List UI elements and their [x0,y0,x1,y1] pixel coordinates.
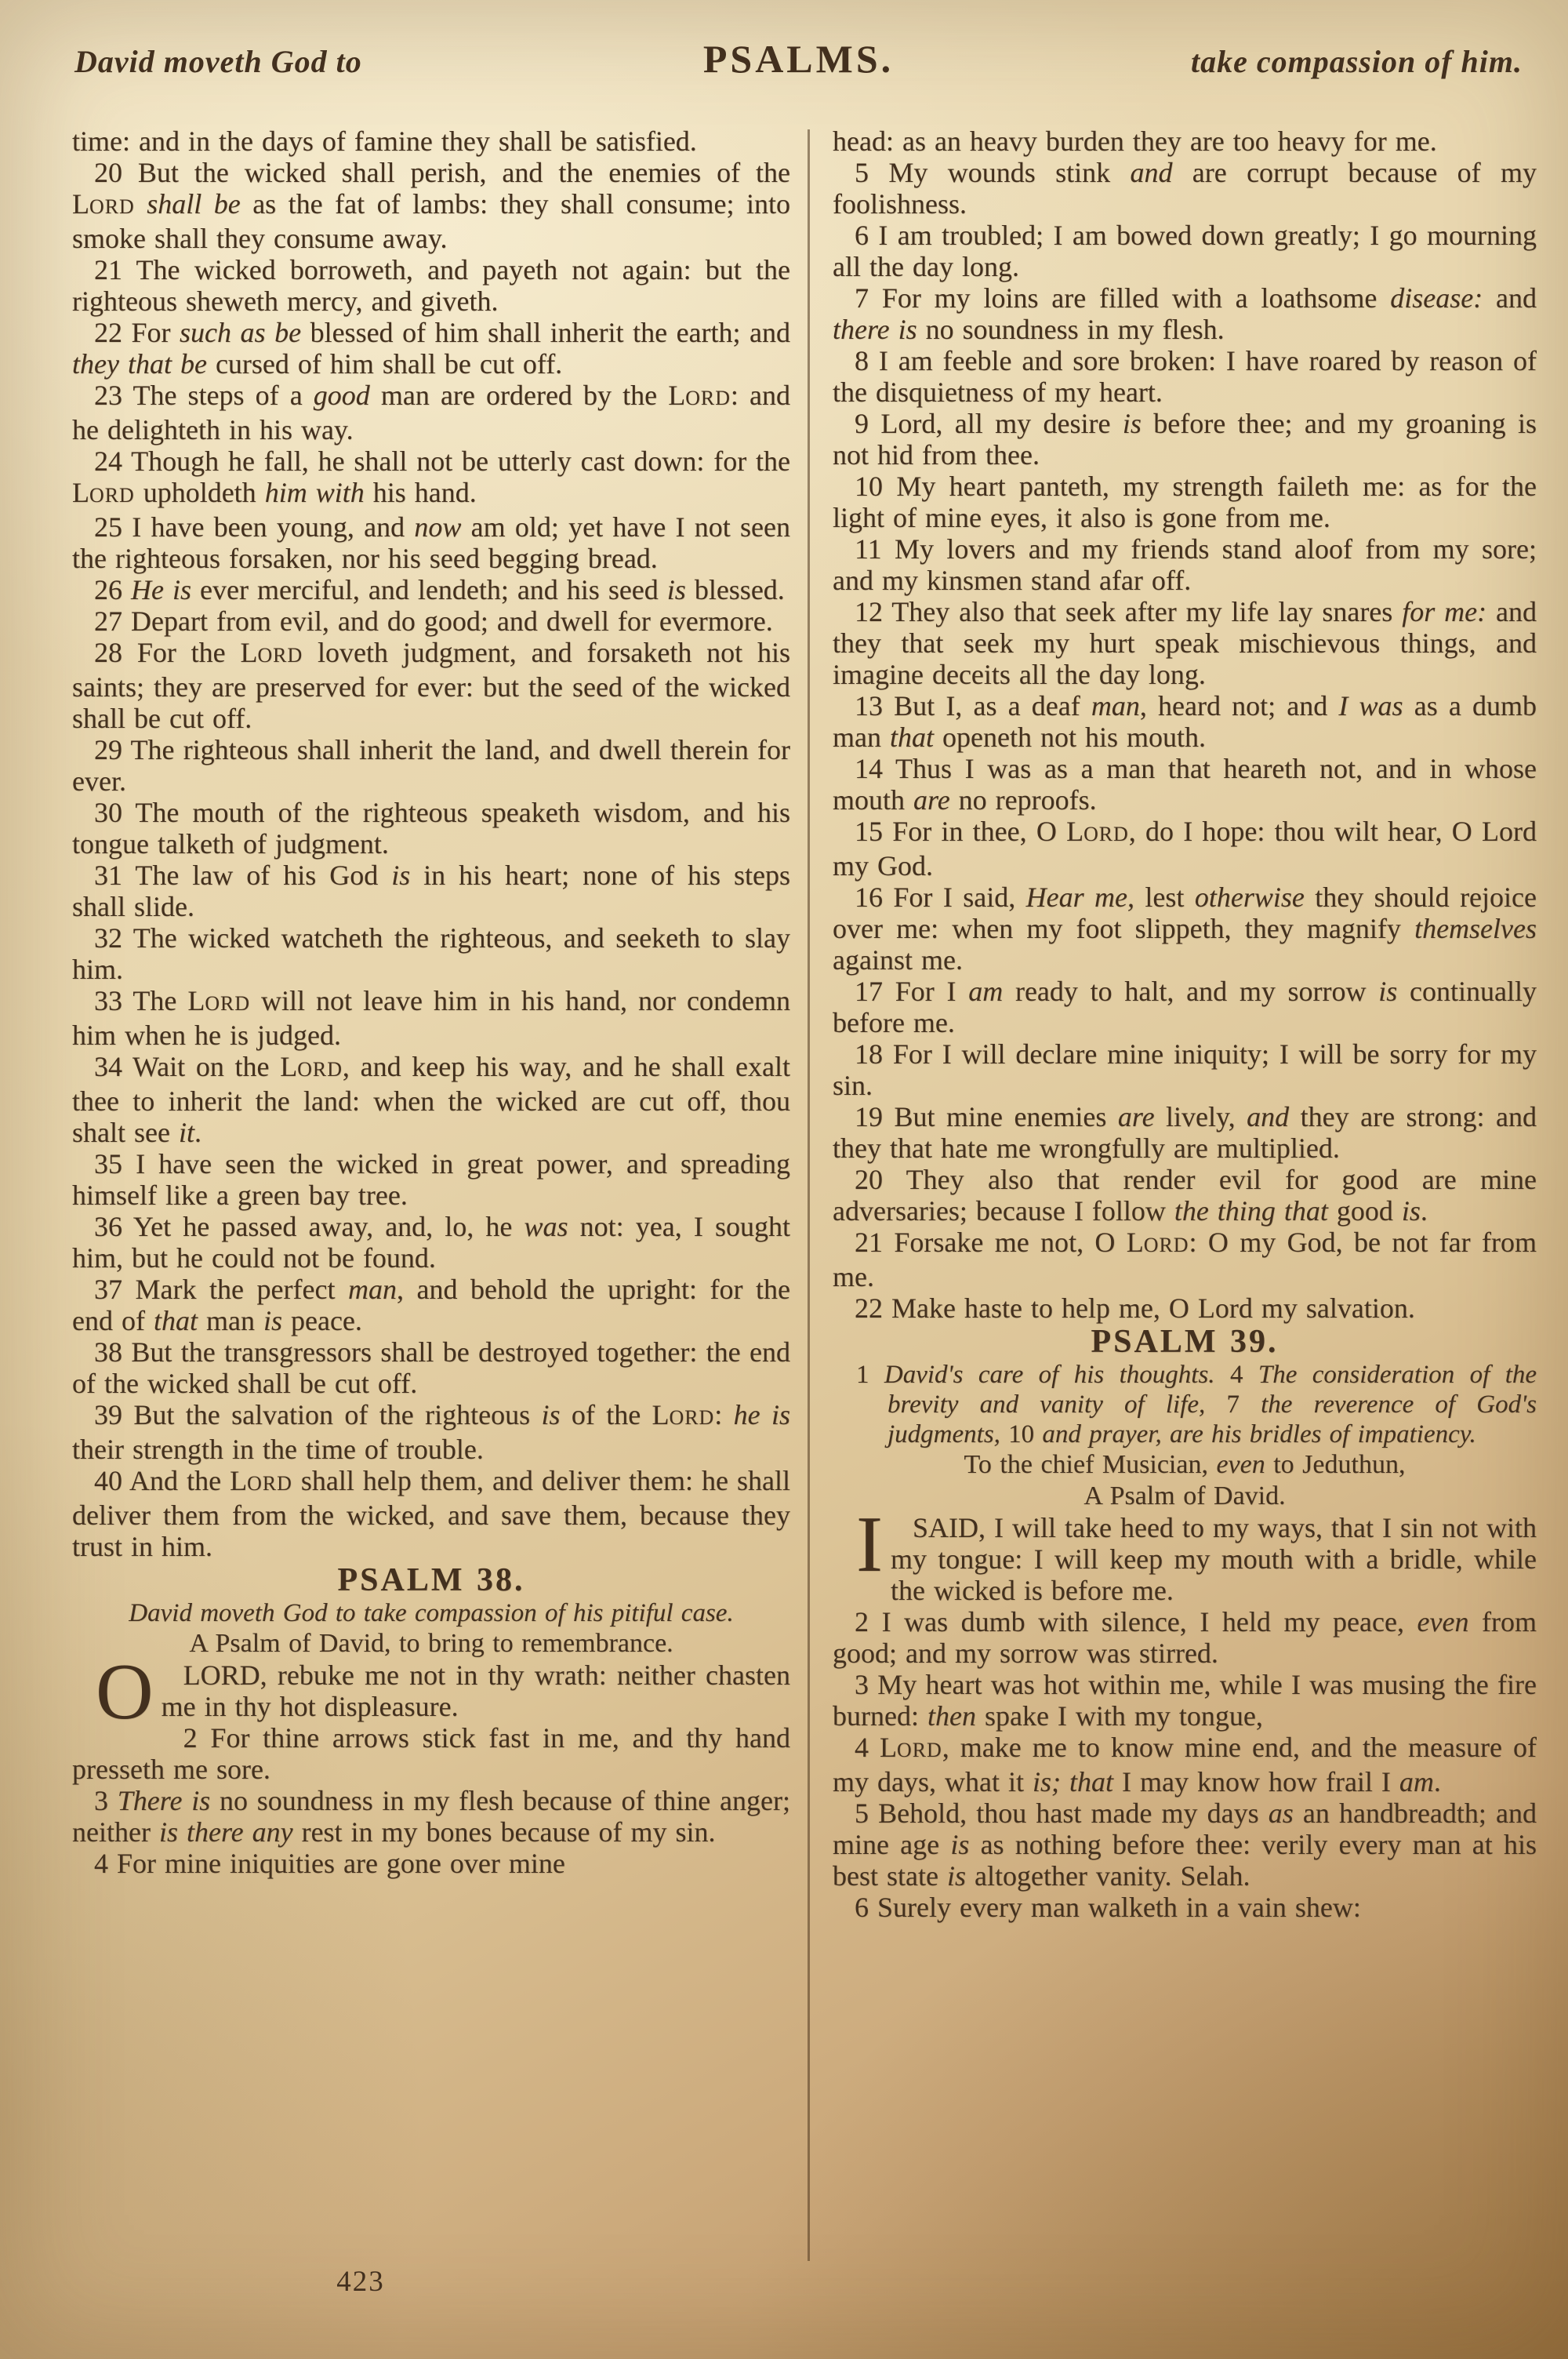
italic-word: am [1399,1766,1434,1797]
small-caps-lord: ORD [257,644,303,667]
verse-30: 30 The mouth of the righteous speaketh wisdom, and his tongue talketh of judgment. [72,797,790,860]
verse-37: 37 Mark the perfect man, and behold the upright: for the end of that man is peace. [72,1274,790,1336]
verse-5: 5 Behold, thou hast made my days as an handbreadth; and mine age is as nothing before thee: verily every man at his best state is altogether vanity. Selah. [833,1797,1537,1892]
running-head-right: take compassion of him. [1190,44,1523,79]
italic-word: and [1247,1101,1290,1132]
verse-5: 5 My wounds stink and are corrupt because of my foolishness. [833,157,1537,220]
italic-word: is [950,1829,970,1860]
italic-word: David's care of his thoughts. [884,1361,1215,1389]
verse-14: 14 Thus I was as a man that heareth not, and in whose mouth are no reproofs. [833,753,1537,816]
verse-29: 29 The righteous shall inherit the land, and dwell therein for ever. [72,734,790,797]
verse-3: 3 My heart was hot within me, while I was musing the fire burned: then spake I with my tongue, [833,1669,1537,1732]
small-caps-lord: ORD [1143,1234,1189,1256]
verse-8: 8 I am feeble and sore broken: I have roared by reason of the disquietness of my heart. [833,345,1537,408]
italic-word: Hear me, [1025,881,1135,913]
verse-20: 20 They also that render evil for good are mine adversaries; because I follow the thing that good is. [833,1164,1537,1227]
psalm-title: PSALM 38. [337,1562,525,1598]
italic-word: for me: [1402,596,1487,627]
italic-word: is [1401,1195,1421,1227]
verse-35: 35 I have seen the wicked in great power, and spreading himself like a green bay tree. [72,1148,790,1211]
italic-word: even [1216,1450,1265,1479]
italic-word: There is [117,1785,211,1816]
verse-17: 17 For I am ready to halt, and my sorrow is continually before me. [833,976,1537,1038]
psalm-title: PSALM 39. [1091,1324,1279,1360]
italic-word: is [541,1399,561,1430]
verse-11: 11 My lovers and my friends stand aloof from my sore; and my kinsmen stand afar off. [833,533,1537,596]
small-caps-lord: ORD [247,1472,292,1495]
verse-20: 20 But the wicked shall perish, and the enemies of the LORD shall be as the fat of lambs: they shall consume; into smoke shall they consume away. [72,157,790,254]
verse-4: 4 LORD, make me to know mine end, and the measure of my days, what it is; that I may know how frail I am. [833,1732,1537,1797]
verse-22: 22 For such as be blessed of him shall inherit the earth; and they that be cursed of him shall be cut off. [72,317,790,380]
verse-26: 26 He is ever merciful, and lendeth; and his seed is blessed. [94,574,785,605]
verse-40: 40 And the LORD shall help them, and deliver them: he shall deliver them from the wicked, and save them, because they trust in him. [72,1465,790,1562]
italic-word: was [524,1211,568,1242]
verse-38: 38 But the transgressors shall be destroyed together: the end of the wicked shall be cut off. [72,1336,790,1399]
verse-39: 39 But the salvation of the righteous is of the LORD: he is their strength in the time of trouble. [72,1399,790,1465]
small-caps-lord: ORD [685,387,731,409]
verse-36: 36 Yet he passed away, and, lo, he was not: yea, I sought him, but he could not be found. [72,1211,790,1274]
verse-21: 21 The wicked borroweth, and payeth not again: but the righteous sheweth mercy, and giveth. [72,254,790,317]
italic-word: that [153,1305,198,1336]
verse-1: O LORD, rebuke me not in thy wrath: neither chasten me in thy hot displeasure. [72,1659,790,1722]
verse-31: 31 The law of his God is in his heart; none of his steps shall slide. [72,860,790,922]
verse-18: 18 For I will declare mine iniquity; I will be sorry for my sin. [833,1038,1537,1101]
drop-cap: O [96,1648,154,1736]
italic-word: is [1378,976,1398,1007]
italic-word: I was [1338,690,1403,722]
italic-word: such as be [180,317,302,348]
verse-21: 21 Forsake me not, O LORD: O my God, be not far from me. [833,1227,1537,1292]
psalm-inscription: To the chief Musician, even to Jeduthun, [964,1450,1406,1479]
small-caps-lord: ORD [669,1406,715,1429]
running-head-left: David moveth God to [74,44,362,79]
psalm-summary [72,1598,790,1628]
italic-word: man [1091,690,1140,722]
italic-word: and prayer, are his bridles of impatiency. [1042,1420,1476,1448]
italic-word: even [1417,1606,1469,1637]
psalm-inscription: A Psalm of David, to bring to remembrance. [189,1629,673,1658]
column-divider-rule [808,129,810,2261]
drop-cap: I [856,1500,883,1589]
italic-word: that [1069,1766,1113,1797]
italic-word: am [968,976,1004,1007]
italic-word: disease: [1390,282,1483,314]
small-caps-lord: ORD [205,992,251,1015]
italic-word: then [927,1700,976,1732]
italic-word: that [889,722,934,753]
verse-13: 13 But I, as a deaf man, heard not; and I was as a dumb man that openeth not his mouth. [833,690,1537,753]
italic-word: good [313,380,370,411]
verse-12: 12 They also that seek after my life lay snares for me: and they that seek my hurt speak mischievous things, and imagine deceits all the day long. [833,596,1537,690]
italic-word: themselves [1414,913,1537,944]
verse-27: 27 Depart from evil, and do good; and dwell for evermore. [94,605,773,637]
verse-continuation: head: as an heavy burden they are too heavy for me. [833,125,1437,157]
italic-word: it [178,1117,194,1148]
italic-word: as [1268,1797,1294,1829]
right-column [833,125,1537,2278]
italic-word: is [666,574,686,605]
small-caps-lord: ORD [1083,823,1129,845]
italic-word: shall be [147,188,241,220]
italic-word: now [414,511,462,543]
italic-word: the thing that [1174,1195,1328,1227]
italic-word: are [1117,1101,1155,1132]
small-caps-lord: ORD [89,195,135,218]
italic-word: is [1122,408,1142,439]
italic-word: him with [264,477,365,508]
small-caps-lord: ORD [297,1058,343,1081]
verse-15: 15 For in thee, O LORD, do I hope: thou wilt hear, O Lord my God. [833,816,1537,881]
italic-word: there is [833,314,917,345]
italic-word: is [391,860,411,891]
left-column [72,125,790,2278]
italic-word: he is [733,1399,790,1430]
verse-34: 34 Wait on the LORD, and keep his way, and he shall exalt thee to inherit the land: when the wicked are cut off, thou shalt see it. [72,1051,790,1148]
verse-9: 9 Lord, all my desire is before thee; and my groaning is not hid from thee. [833,408,1537,471]
verse-4: 4 For mine iniquities are gone over mine [94,1848,565,1879]
italic-word: is there any [158,1816,293,1848]
psalm-summary: 1 David's care of his thoughts. 4 The consideration of the brevity and vanity of life, 7 the reverence of God's judgments, 10 and prayer, are his bridles of impatiency. [856,1361,1537,1448]
small-caps-lord: ORD [897,1739,942,1761]
verse-33: 33 The LORD will not leave him in his hand, nor condemn him when he is judged. [72,985,790,1051]
page-number: 423 [336,2266,385,2298]
verse-3: 3 There is no soundness in my flesh because of thine anger; neither is there any rest in my bones because of my sin. [72,1785,790,1848]
verse-2: 2 For thine arrows stick fast in me, and thy hand presseth me sore. [72,1722,790,1785]
italic-word: The consideration of the brevity and vanity of life, [887,1361,1537,1419]
verse-6: 6 I am troubled; I am bowed down greatly; I go mourning all the day long. [833,220,1537,282]
italic-word: is [946,1860,966,1892]
italic-word: the reverence of God's judgments, [887,1390,1537,1448]
verse-19: 19 But mine enemies are lively, and they are strong: and they that hate me wrongfully are multiplied. [833,1101,1537,1164]
running-head [74,36,1523,82]
verse-7: 7 For my loins are filled with a loathsome disease: and there is no soundness in my flesh. [833,282,1537,345]
italic-word: they that be [72,348,207,380]
small-caps-lord: ORD [89,484,135,507]
verse-2: 2 I was dumb with silence, I held my peace, even from good; and my sorrow was stirred. [833,1606,1537,1669]
verse-23: 23 The steps of a good man are ordered by the LORD: and he delighteth in his way. [72,380,790,445]
running-head-title: PSALMS. [702,37,895,81]
italic-word: He is [131,574,191,605]
italic-word: is; [1032,1766,1061,1797]
verse-1: I SAID, I will take heed to my ways, that I sin not with my tongue: I will keep my mouth with a bridle, while the wicked is before me. [833,1512,1537,1606]
verse-6: 6 Surely every man walketh in a vain shew: [855,1892,1361,1923]
italic-word: is [263,1305,282,1336]
verse-28: 28 For the LORD loveth judgment, and forsaketh not his saints; they are preserved for ever: but the seed of the wicked shall be cut off. [72,637,790,734]
verse-24: 24 Though he fall, he shall not be utterly cast down: for the LORD upholdeth him with his hand. [72,445,790,508]
verse-16: 16 For I said, Hear me, lest otherwise they should rejoice over me: when my foot slippeth, they magnify themselves against me. [833,881,1537,976]
italic-word: are [913,784,950,816]
italic-word: David moveth God to take compassion of his pitiful case. [129,1599,734,1627]
verse-32: 32 The wicked watcheth the righteous, and seeketh to slay him. [72,922,790,985]
verse-continuation: time: and in the days of famine they shall be satisfied. [72,125,697,157]
verse-10: 10 My heart panteth, my strength faileth me: as for the light of mine eyes, it also is gone from me. [833,471,1537,533]
italic-word: otherwise [1194,881,1305,913]
italic-word: and [1130,157,1173,188]
verse-22: 22 Make haste to help me, O Lord my salvation. [855,1292,1415,1324]
verse-25: 25 I have been young, and now am old; yet have I not seen the righteous forsaken, nor his seed begging bread. [72,511,790,574]
psalm-inscription: A Psalm of David. [1083,1481,1286,1510]
italic-word: man [347,1274,397,1305]
